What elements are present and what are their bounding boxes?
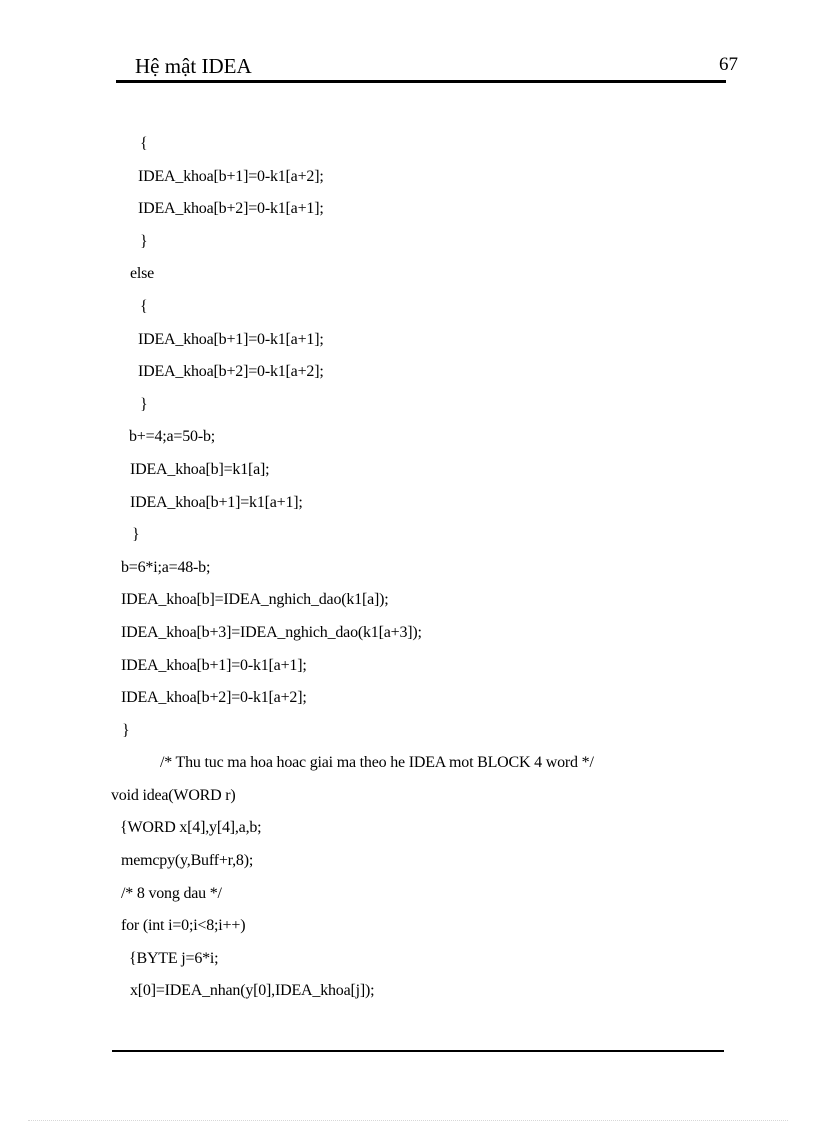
code-line: { <box>140 135 148 152</box>
code-line: void idea(WORD r) <box>111 786 236 804</box>
code-line: b=6*i;a=48-b; <box>121 558 211 576</box>
code-line: IDEA_khoa[b]=k1[a]; <box>130 460 270 478</box>
page-bottom-border <box>28 1120 788 1121</box>
code-line: IDEA_khoa[b+1]=0-k1[a+2]; <box>138 167 324 185</box>
code-line: IDEA_khoa[b+1]=k1[a+1]; <box>130 493 303 511</box>
code-line: } <box>140 395 148 413</box>
code-line: IDEA_khoa[b+2]=0-k1[a+2]; <box>121 689 307 707</box>
code-line: b+=4;a=50-b; <box>129 428 215 446</box>
code-line: IDEA_khoa[b+2]=0-k1[a+1]; <box>138 200 324 218</box>
code-line: memcpy(y,Buff+r,8); <box>121 852 254 870</box>
code-line: else <box>130 265 155 283</box>
code-line: for (int i=0;i<8;i++) <box>121 917 246 935</box>
code-line: IDEA_khoa[b+1]=0-k1[a+1]; <box>138 330 324 348</box>
code-line: } <box>140 232 148 250</box>
code-line: {WORD x[4],y[4],a,b; <box>120 819 262 837</box>
code-listing <box>0 133 816 1013</box>
code-line: IDEA_khoa[b+3]=IDEA_nghich_dao(k1[a+3]); <box>121 623 422 641</box>
code-line: {BYTE j=6*i; <box>129 949 219 967</box>
footer-divider <box>112 1050 724 1052</box>
code-line: } <box>132 526 140 544</box>
code-line: { <box>140 297 148 315</box>
code-line: /* 8 vong dau */ <box>121 884 222 902</box>
code-line: IDEA_khoa[b+2]=0-k1[a+2]; <box>138 363 324 381</box>
code-line: IDEA_khoa[b+1]=0-k1[a+1]; <box>121 656 307 674</box>
page-number: 67 <box>719 54 738 75</box>
code-line: } <box>122 721 130 739</box>
code-line: /* Thu tuc ma hoa hoac giai ma theo he IDEA mot BLOCK 4 word */ <box>160 754 594 772</box>
header-divider <box>116 80 726 83</box>
code-line: x[0]=IDEA_nhan(y[0],IDEA_khoa[j]); <box>130 982 375 1000</box>
code-line: IDEA_khoa[b]=IDEA_nghich_dao(k1[a]); <box>121 591 389 609</box>
page-header-title: Hệ mật IDEA <box>135 54 252 78</box>
